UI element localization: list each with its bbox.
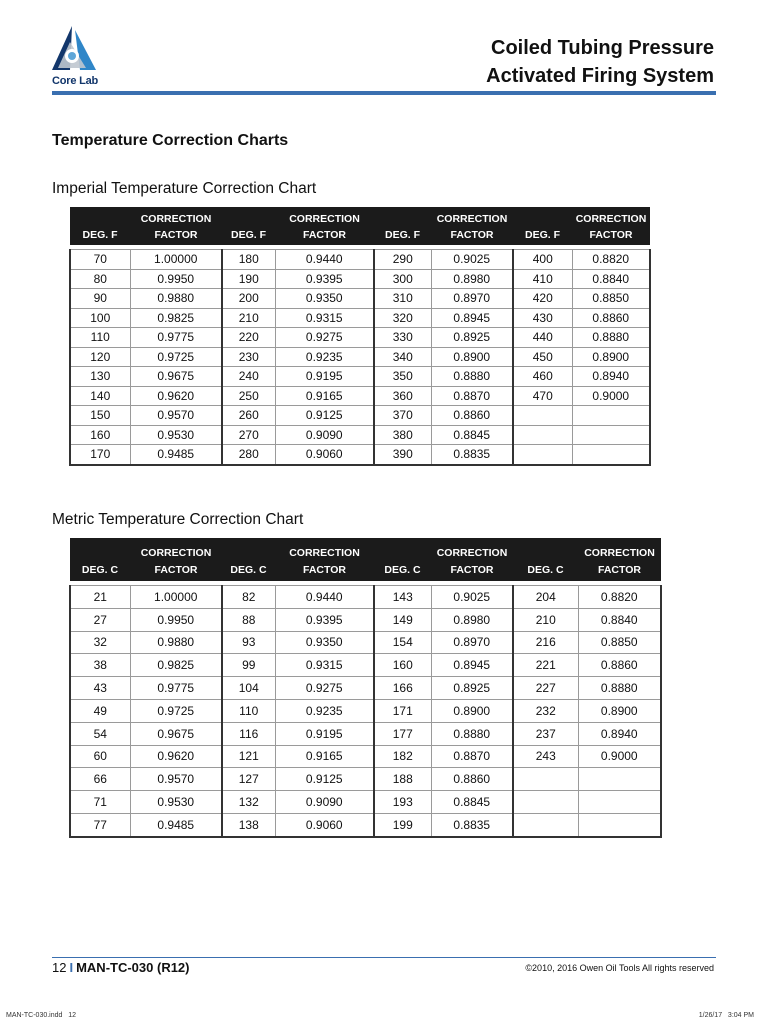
temperature-cell: 54 xyxy=(70,722,130,745)
correction-factor-cell: 0.8840 xyxy=(578,608,661,631)
correction-factor-cell: 0.9725 xyxy=(130,347,222,367)
correction-factor-cell: 0.9195 xyxy=(275,722,374,745)
correction-factor-cell: 0.9620 xyxy=(130,386,222,406)
header-deg: DEG. C xyxy=(70,559,130,581)
table-row xyxy=(70,654,661,677)
temperature-cell: 330 xyxy=(374,328,431,348)
temperature-cell: 154 xyxy=(374,631,431,654)
temperature-cell: 38 xyxy=(70,654,130,677)
correction-factor-cell: 0.9725 xyxy=(130,699,222,722)
correction-factor-cell: 0.9235 xyxy=(275,699,374,722)
temperature-cell: 182 xyxy=(374,745,431,768)
temperature-cell: 270 xyxy=(222,425,275,445)
temperature-cell: 21 xyxy=(70,586,130,609)
temperature-cell: 220 xyxy=(222,328,275,348)
temperature-cell: 88 xyxy=(222,608,275,631)
table-row xyxy=(70,631,661,654)
correction-factor-cell: 0.9275 xyxy=(275,328,374,348)
correction-factor-cell: 0.9195 xyxy=(275,367,374,387)
temperature-cell: 227 xyxy=(513,677,578,700)
correction-factor-cell: 0.8880 xyxy=(578,677,661,700)
correction-factor-cell: 0.8980 xyxy=(431,269,513,289)
correction-factor-cell: 0.9825 xyxy=(130,654,222,677)
correction-factor-cell: 0.8835 xyxy=(431,445,513,465)
temperature-cell: 300 xyxy=(374,269,431,289)
correction-factor-cell: 0.9440 xyxy=(275,250,374,270)
temperature-cell: 104 xyxy=(222,677,275,700)
header-deg: DEG. C xyxy=(513,559,578,581)
temperature-cell: 60 xyxy=(70,745,130,768)
temperature-cell: 93 xyxy=(222,631,275,654)
correction-factor-cell: 0.8845 xyxy=(431,425,513,445)
temperature-cell: 210 xyxy=(513,608,578,631)
temperature-cell: 43 xyxy=(70,677,130,700)
correction-factor-cell: 0.9165 xyxy=(275,386,374,406)
correction-factor-cell: 0.8870 xyxy=(431,745,513,768)
correction-factor-cell: 0.8860 xyxy=(431,768,513,791)
header-deg: DEG. C xyxy=(374,559,431,581)
temperature-cell: 200 xyxy=(222,289,275,309)
temperature-cell: 180 xyxy=(222,250,275,270)
temperature-cell: 100 xyxy=(70,308,130,328)
table-row xyxy=(70,745,661,768)
temperature-cell: 160 xyxy=(70,425,130,445)
correction-factor-cell: 0.9090 xyxy=(275,791,374,814)
correction-factor-cell: 1.00000 xyxy=(130,586,222,609)
temperature-cell: 390 xyxy=(374,445,431,465)
temperature-cell: 232 xyxy=(513,699,578,722)
print-slug-file: MAN-TC-030.indd 12 xyxy=(6,1012,77,1019)
correction-factor-cell: 0.9825 xyxy=(130,308,222,328)
temperature-cell: 210 xyxy=(222,308,275,328)
temperature-cell: 116 xyxy=(222,722,275,745)
temperature-cell: 350 xyxy=(374,367,431,387)
header-deg: DEG. F xyxy=(513,225,572,245)
table-row xyxy=(70,269,650,289)
print-slug-date: 1/26/17 3:04 PM xyxy=(698,1012,754,1019)
correction-factor-cell: 0.9060 xyxy=(275,813,374,836)
temperature-cell: 410 xyxy=(513,269,572,289)
correction-factor-cell xyxy=(578,813,661,836)
temperature-cell: 132 xyxy=(222,791,275,814)
temperature-cell: 470 xyxy=(513,386,572,406)
metric-correction-table xyxy=(69,538,662,838)
correction-factor-cell: 0.9395 xyxy=(275,608,374,631)
temperature-cell: 80 xyxy=(70,269,130,289)
correction-factor-cell: 0.9060 xyxy=(275,445,374,465)
correction-factor-cell: 0.9530 xyxy=(130,425,222,445)
table-row xyxy=(70,367,650,387)
correction-factor-cell xyxy=(578,791,661,814)
document-title xyxy=(486,34,714,90)
header-factor: FACTOR xyxy=(431,559,513,581)
header-factor: FACTOR xyxy=(130,225,222,245)
correction-factor-cell: 0.9440 xyxy=(275,586,374,609)
temperature-cell: 440 xyxy=(513,328,572,348)
table-row xyxy=(70,586,661,609)
correction-factor-cell: 0.9570 xyxy=(130,768,222,791)
header-correction: CORRECTION xyxy=(130,207,222,225)
correction-factor-cell: 0.8900 xyxy=(578,699,661,722)
temperature-cell: 121 xyxy=(222,745,275,768)
correction-factor-cell: 0.8900 xyxy=(431,347,513,367)
temperature-cell: 193 xyxy=(374,791,431,814)
temperature-cell: 230 xyxy=(222,347,275,367)
section-title: Temperature Correction Charts xyxy=(52,132,289,149)
temperature-cell: 49 xyxy=(70,699,130,722)
header-factor: FACTOR xyxy=(578,559,661,581)
table-row xyxy=(70,406,650,426)
correction-factor-cell: 0.8900 xyxy=(431,699,513,722)
correction-factor-cell: 0.9675 xyxy=(130,367,222,387)
temperature-cell: 110 xyxy=(222,699,275,722)
header-correction: CORRECTION xyxy=(275,538,374,559)
table-row xyxy=(70,768,661,791)
footer-page-info xyxy=(52,960,190,975)
imperial-table-body xyxy=(70,250,650,465)
header-deg: DEG. F xyxy=(70,225,130,245)
correction-factor-cell: 0.8880 xyxy=(431,722,513,745)
correction-factor-cell: 0.9125 xyxy=(275,768,374,791)
correction-factor-cell: 0.8850 xyxy=(572,289,650,309)
correction-factor-cell: 0.9485 xyxy=(130,813,222,836)
correction-factor-cell: 0.9000 xyxy=(572,386,650,406)
correction-factor-cell: 0.8945 xyxy=(431,308,513,328)
temperature-cell: 360 xyxy=(374,386,431,406)
correction-factor-cell: 0.9090 xyxy=(275,425,374,445)
table-row xyxy=(70,722,661,745)
imperial-header-row-1 xyxy=(70,207,650,225)
metric-chart-title: Metric Temperature Correction Chart xyxy=(52,511,304,528)
table-row xyxy=(70,308,650,328)
correction-factor-cell: 0.8970 xyxy=(431,631,513,654)
temperature-cell: 170 xyxy=(70,445,130,465)
correction-factor-cell: 0.9775 xyxy=(130,677,222,700)
correction-factor-cell: 0.8925 xyxy=(431,677,513,700)
correction-factor-cell: 0.9880 xyxy=(130,631,222,654)
temperature-cell xyxy=(513,791,578,814)
temperature-cell: 310 xyxy=(374,289,431,309)
footer-rule xyxy=(52,957,716,958)
correction-factor-cell: 0.9530 xyxy=(130,791,222,814)
temperature-cell: 130 xyxy=(70,367,130,387)
temperature-cell: 216 xyxy=(513,631,578,654)
correction-factor-cell: 0.8945 xyxy=(431,654,513,677)
correction-factor-cell: 0.8940 xyxy=(572,367,650,387)
temperature-cell: 160 xyxy=(374,654,431,677)
correction-factor-cell: 0.9950 xyxy=(130,608,222,631)
correction-factor-cell: 0.9350 xyxy=(275,631,374,654)
triangle-logo-icon xyxy=(50,24,106,76)
table-row xyxy=(70,250,650,270)
table-row xyxy=(70,699,661,722)
temperature-cell: 110 xyxy=(70,328,130,348)
header-correction: CORRECTION xyxy=(275,207,374,225)
metric-header-row-1 xyxy=(70,538,661,559)
correction-factor-cell xyxy=(572,406,650,426)
temperature-cell: 370 xyxy=(374,406,431,426)
header-correction: CORRECTION xyxy=(431,538,513,559)
table-row xyxy=(70,425,650,445)
table-row xyxy=(70,347,650,367)
header-correction: CORRECTION xyxy=(431,207,513,225)
table-row xyxy=(70,328,650,348)
temperature-cell: 204 xyxy=(513,586,578,609)
table-row xyxy=(70,791,661,814)
correction-factor-cell: 0.8820 xyxy=(572,250,650,270)
table-row xyxy=(70,445,650,465)
correction-factor-cell: 0.8860 xyxy=(578,654,661,677)
temperature-cell: 188 xyxy=(374,768,431,791)
copyright: ©2010, 2016 Owen Oil Tools All rights reserved xyxy=(525,963,714,973)
correction-factor-cell: 0.9395 xyxy=(275,269,374,289)
correction-factor-cell: 0.9235 xyxy=(275,347,374,367)
temperature-cell: 250 xyxy=(222,386,275,406)
header-factor: FACTOR xyxy=(572,225,650,245)
table-row xyxy=(70,386,650,406)
correction-factor-cell: 0.8880 xyxy=(572,328,650,348)
temperature-cell: 140 xyxy=(70,386,130,406)
temperature-cell: 71 xyxy=(70,791,130,814)
temperature-cell: 166 xyxy=(374,677,431,700)
temperature-cell: 138 xyxy=(222,813,275,836)
document-id: MAN-TC-030 (R12) xyxy=(76,960,190,975)
correction-factor-cell: 0.8925 xyxy=(431,328,513,348)
correction-factor-cell: 0.8940 xyxy=(578,722,661,745)
temperature-cell: 143 xyxy=(374,586,431,609)
correction-factor-cell: 0.9315 xyxy=(275,308,374,328)
temperature-cell: 420 xyxy=(513,289,572,309)
temperature-cell: 460 xyxy=(513,367,572,387)
temperature-cell: 77 xyxy=(70,813,130,836)
temperature-cell: 221 xyxy=(513,654,578,677)
correction-factor-cell: 0.8970 xyxy=(431,289,513,309)
metric-table-body xyxy=(70,586,661,837)
temperature-cell xyxy=(513,406,572,426)
correction-factor-cell: 0.9570 xyxy=(130,406,222,426)
correction-factor-cell: 0.8860 xyxy=(431,406,513,426)
correction-factor-cell: 0.8900 xyxy=(572,347,650,367)
imperial-correction-table xyxy=(69,207,651,466)
correction-factor-cell: 0.8850 xyxy=(578,631,661,654)
header-factor: FACTOR xyxy=(130,559,222,581)
correction-factor-cell: 0.9025 xyxy=(431,586,513,609)
correction-factor-cell: 0.8845 xyxy=(431,791,513,814)
temperature-cell: 190 xyxy=(222,269,275,289)
correction-factor-cell: 0.9315 xyxy=(275,654,374,677)
temperature-cell: 27 xyxy=(70,608,130,631)
correction-factor-cell: 0.9775 xyxy=(130,328,222,348)
temperature-cell: 260 xyxy=(222,406,275,426)
temperature-cell: 70 xyxy=(70,250,130,270)
temperature-cell: 320 xyxy=(374,308,431,328)
correction-factor-cell xyxy=(572,445,650,465)
correction-factor-cell: 0.9675 xyxy=(130,722,222,745)
temperature-cell: 177 xyxy=(374,722,431,745)
header-deg: DEG. F xyxy=(222,225,275,245)
correction-factor-cell: 0.9025 xyxy=(431,250,513,270)
correction-factor-cell: 0.9275 xyxy=(275,677,374,700)
correction-factor-cell: 0.8835 xyxy=(431,813,513,836)
imperial-header-row-2 xyxy=(70,225,650,245)
temperature-cell: 340 xyxy=(374,347,431,367)
temperature-cell: 150 xyxy=(70,406,130,426)
temperature-cell: 199 xyxy=(374,813,431,836)
table-row xyxy=(70,677,661,700)
correction-factor-cell: 0.9950 xyxy=(130,269,222,289)
correction-factor-cell: 0.8980 xyxy=(431,608,513,631)
temperature-cell: 400 xyxy=(513,250,572,270)
table-row xyxy=(70,813,661,836)
metric-header-row-2 xyxy=(70,559,661,581)
correction-factor-cell: 1.00000 xyxy=(130,250,222,270)
correction-factor-cell: 0.9620 xyxy=(130,745,222,768)
title-line-2: Activated Firing System xyxy=(486,65,714,87)
temperature-cell: 127 xyxy=(222,768,275,791)
correction-factor-cell: 0.9350 xyxy=(275,289,374,309)
page-number: 12 xyxy=(52,960,67,975)
temperature-cell: 149 xyxy=(374,608,431,631)
temperature-cell: 450 xyxy=(513,347,572,367)
title-line-1: Coiled Tubing Pressure xyxy=(491,37,714,59)
imperial-chart-title: Imperial Temperature Correction Chart xyxy=(52,180,317,197)
temperature-cell: 280 xyxy=(222,445,275,465)
header-correction: CORRECTION xyxy=(578,538,661,559)
temperature-cell: 82 xyxy=(222,586,275,609)
temperature-cell: 32 xyxy=(70,631,130,654)
table-row xyxy=(70,608,661,631)
temperature-cell: 430 xyxy=(513,308,572,328)
table-row xyxy=(70,289,650,309)
temperature-cell xyxy=(513,768,578,791)
temperature-cell: 243 xyxy=(513,745,578,768)
header-correction: CORRECTION xyxy=(572,207,650,225)
correction-factor-cell: 0.9000 xyxy=(578,745,661,768)
footer-separator: I xyxy=(69,960,74,975)
temperature-cell xyxy=(513,425,572,445)
header-rule xyxy=(52,91,716,95)
header-deg: DEG. C xyxy=(222,559,275,581)
correction-factor-cell: 0.9485 xyxy=(130,445,222,465)
header-factor: FACTOR xyxy=(275,225,374,245)
temperature-cell: 66 xyxy=(70,768,130,791)
correction-factor-cell: 0.8870 xyxy=(431,386,513,406)
header-factor: FACTOR xyxy=(275,559,374,581)
header-factor: FACTOR xyxy=(431,225,513,245)
temperature-cell: 171 xyxy=(374,699,431,722)
correction-factor-cell: 0.8880 xyxy=(431,367,513,387)
header-correction: CORRECTION xyxy=(130,538,222,559)
temperature-cell xyxy=(513,445,572,465)
temperature-cell: 240 xyxy=(222,367,275,387)
correction-factor-cell: 0.9125 xyxy=(275,406,374,426)
correction-factor-cell: 0.9165 xyxy=(275,745,374,768)
correction-factor-cell: 0.8860 xyxy=(572,308,650,328)
temperature-cell: 380 xyxy=(374,425,431,445)
temperature-cell: 99 xyxy=(222,654,275,677)
correction-factor-cell: 0.9880 xyxy=(130,289,222,309)
temperature-cell: 237 xyxy=(513,722,578,745)
temperature-cell: 90 xyxy=(70,289,130,309)
correction-factor-cell: 0.8840 xyxy=(572,269,650,289)
temperature-cell xyxy=(513,813,578,836)
temperature-cell: 120 xyxy=(70,347,130,367)
correction-factor-cell xyxy=(578,768,661,791)
temperature-cell: 290 xyxy=(374,250,431,270)
correction-factor-cell: 0.8820 xyxy=(578,586,661,609)
correction-factor-cell xyxy=(572,425,650,445)
header-deg: DEG. F xyxy=(374,225,431,245)
logo-text: Core Lab xyxy=(52,75,99,87)
